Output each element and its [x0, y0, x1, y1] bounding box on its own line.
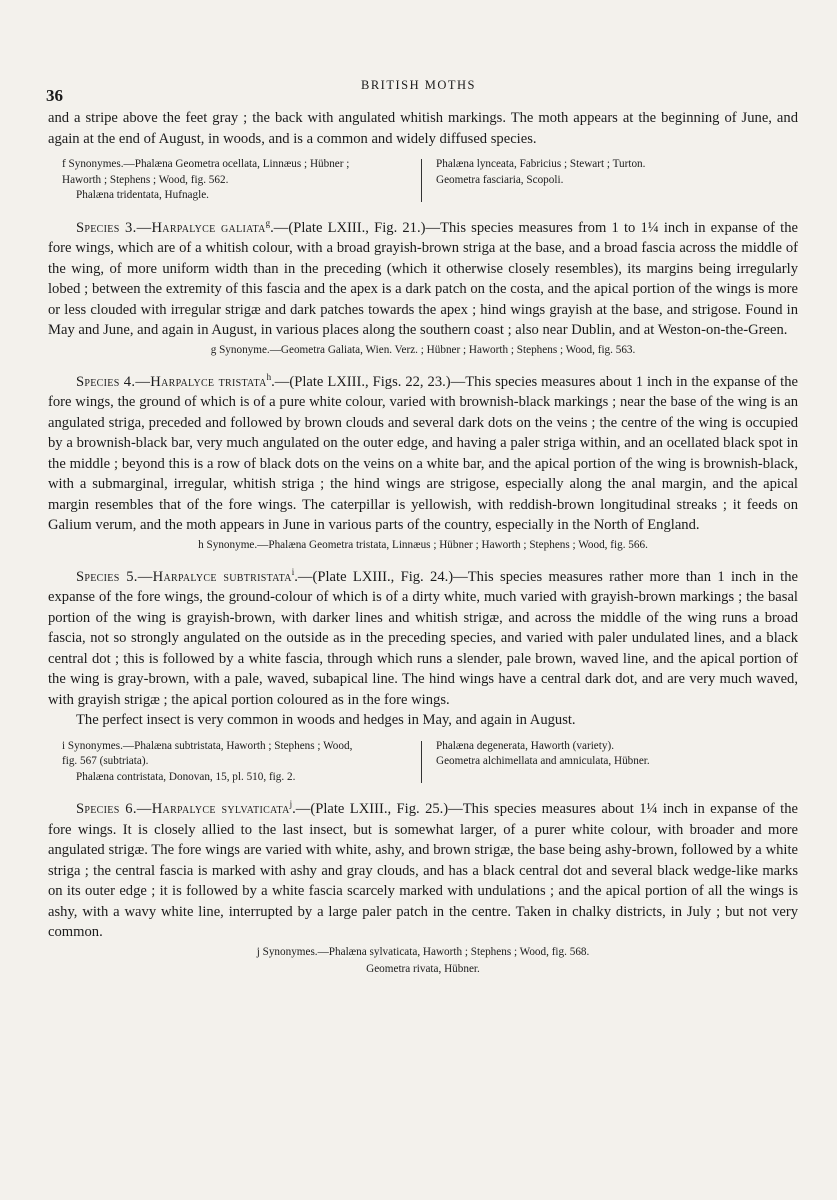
species-5-paragraph-2: The perfect insect is very common in woods and hedges in May, and again in August.: [76, 712, 576, 728]
footnote-marker: j: [289, 799, 293, 810]
species-4-paragraph: [48, 372, 798, 536]
synonym-line: i Synonymes.—Phalæna subtristata, Haworth ; Stephens ; Wood,: [62, 739, 353, 752]
footnote-marker: i: [291, 566, 295, 577]
synonym-line: Phalæna lynceata, Fabricius ; Stewart ; Turton.: [436, 158, 646, 170]
species-3-section: [48, 218, 798, 358]
synonym-line: Geometra alchimellata and amniculata, Hübner.: [436, 755, 650, 767]
species-3-synonym: g Synonyme.—Geometra Galiata, Wien. Verz. ; Hübner ; Haworth ; Stephens ; Wood, fig. 563.: [210, 343, 636, 356]
species-4-text: .—(Plate LXIII., Figs. 22, 23.)—This species measures about 1 inch in the expanse of the fore wings, the ground of which is of a pure white colour, varied with brownish-black markings ; near the base of the wing is an angulated striga, preceded and followed by brown clouds and several dark dots on the veins ; the centre of the wing is occupied by a brownish-black bar, very much angulated on the outer edge, and having a paler striga within, and an ocellated black spot in the middle ; beyond this is a row of black dots on the veins on a white bar, and the apical portion of the wing is brownish-black, with a submarginal, irregular, whitish striga ; the hind wings are strigose, especially along the anal margin, and the apical margin resembles that of the fore wings. The caterpillar is yellowish, with reddish-brown longitudinal streaks ; it feeds on Galium verum, and the moth appears in June in various parts of the country, especially in the North of England.: [48, 373, 799, 533]
page-number: 36: [46, 86, 63, 105]
synonym-line: f Synonymes.—Phalæna Geometra ocellata, Linnæus ; Hübner ;: [62, 158, 350, 170]
species-4-section: [48, 372, 798, 553]
species-3-paragraph: [48, 218, 798, 341]
synonyms-left-column: [62, 739, 421, 786]
intro-synonyms: [62, 157, 798, 204]
species-6-section: [48, 799, 798, 977]
running-title: BRITISH MOTHS: [361, 78, 476, 92]
synonym-line: Haworth ; Stephens ; Wood, fig. 562.: [62, 173, 229, 186]
synonym-line: Phalæna tridentata, Hufnagle.: [76, 189, 209, 201]
species-6-heading: Species 6.—Harpalyce sylvaticata: [76, 801, 290, 817]
page-body: [48, 108, 798, 977]
species-3-heading: Species 3.—Harpalyce galiata: [76, 219, 266, 236]
species-5-paragraph: [48, 567, 798, 711]
species-4-heading: Species 4.—Harpalyce tristata: [76, 373, 267, 390]
species-5-synonyms: [62, 739, 798, 786]
species-5-heading: Species 5.—Harpalyce subtristata: [76, 568, 292, 585]
species-6-paragraph: [48, 799, 798, 943]
synonym-line: Geometra fasciaria, Scopoli.: [436, 173, 564, 186]
species-6-synonym: j Synonymes.—Phalæna sylvaticata, Haworth ; Stephens ; Wood, fig. 568.: [256, 945, 590, 958]
species-6-text: .—(Plate LXIII., Fig. 25.)—This species measures about 1¼ inch in expanse of the fore wings. It is closely allied to the last insect, but is somewhat larger, of a purer white colour, with broader and more angulated strigæ. The fore wings are varied with white, ashy, and brown strigæ, the base being ashy-brown, followed by a white striga ; the central fascia is marked with ashy and gray clouds, and has a black central dot and several black wedge-like marks on its outer edge ; it is followed by a white fascia scarcely marked with undulations ; and the apical portion of all the wings is ashy, with a wavy white line, interrupted by a large paler patch in the centre. Taken in chalky districts, in July ; but not very common.: [48, 801, 798, 940]
species-6-synonym-2: Geometra rivata, Hübner.: [366, 962, 480, 975]
species-3-text: .—(Plate LXIII., Fig. 21.)—This species measures from 1 to 1¼ inch in expanse of the fore wings, which are of a whitish colour, with a broad grayish-brown striga at the base, and a broad fascia across the middle of the wing, of more uniform width than in the preceding (which it otherwise closely resembles), its margins being irregularly lobed ; between the extremity of this fascia and the apex is a dark patch on the costa, and the apical portion of the wings is more or less clouded with irregular strigæ and dark patches towards the apex ; hind wings grayish at the base, and strigose. Found in May and June, and again in August, in various places along the southern coast ; also near Dublin, and at Weston-on-the-Green.: [48, 219, 798, 338]
species-5-text: .—(Plate LXIII., Fig. 24.)—This species measures rather more than 1 inch in the expanse of the fore wings, the ground-colour of which is of a dirty white, much varied with grayish-brown markings ; the basal portion of the wing is grayish-brown, with darker lines and whitish strigæ, and across the middle of the wing runs a broad fascia, not so strongly angulated on the outside as in the preceding species, and varied with paler undulated lines, and a black central dot ; this is followed by a white fascia, through which runs a slender, pale brown, waved line, and the apical portion of the wing is gray-brown, with a pale, waved, subapical line. The hind wings have a central dark dot, and are very much waved, with grayish strigæ ; the apical portion coloured as in the fore wings.: [48, 568, 798, 708]
footnote-marker: h: [266, 371, 272, 382]
synonym-line: Phalæna contristata, Donovan, 15, pl. 510, fig. 2.: [76, 770, 296, 783]
synonyms-right-column: [422, 739, 650, 786]
synonyms-right-column: [422, 157, 645, 204]
synonyms-left-column: [62, 157, 421, 204]
species-4-synonym: h Synonyme.—Phalæna Geometra tristata, Linnæus ; Hübner ; Haworth ; Stephens ; Wood, fig. 566.: [198, 538, 648, 551]
footnote-marker: g: [265, 217, 271, 228]
synonym-line: fig. 567 (subtriata).: [62, 755, 149, 767]
intro-paragraph: and a stripe above the feet gray ; the back with angulated whitish markings. The moth appears at the beginning of June, and again at the end of August, in woods, and is a common and widely diffused species.: [48, 110, 798, 147]
synonym-line: Phalæna degenerata, Haworth (variety).: [436, 739, 614, 752]
species-5-section: [48, 567, 798, 786]
